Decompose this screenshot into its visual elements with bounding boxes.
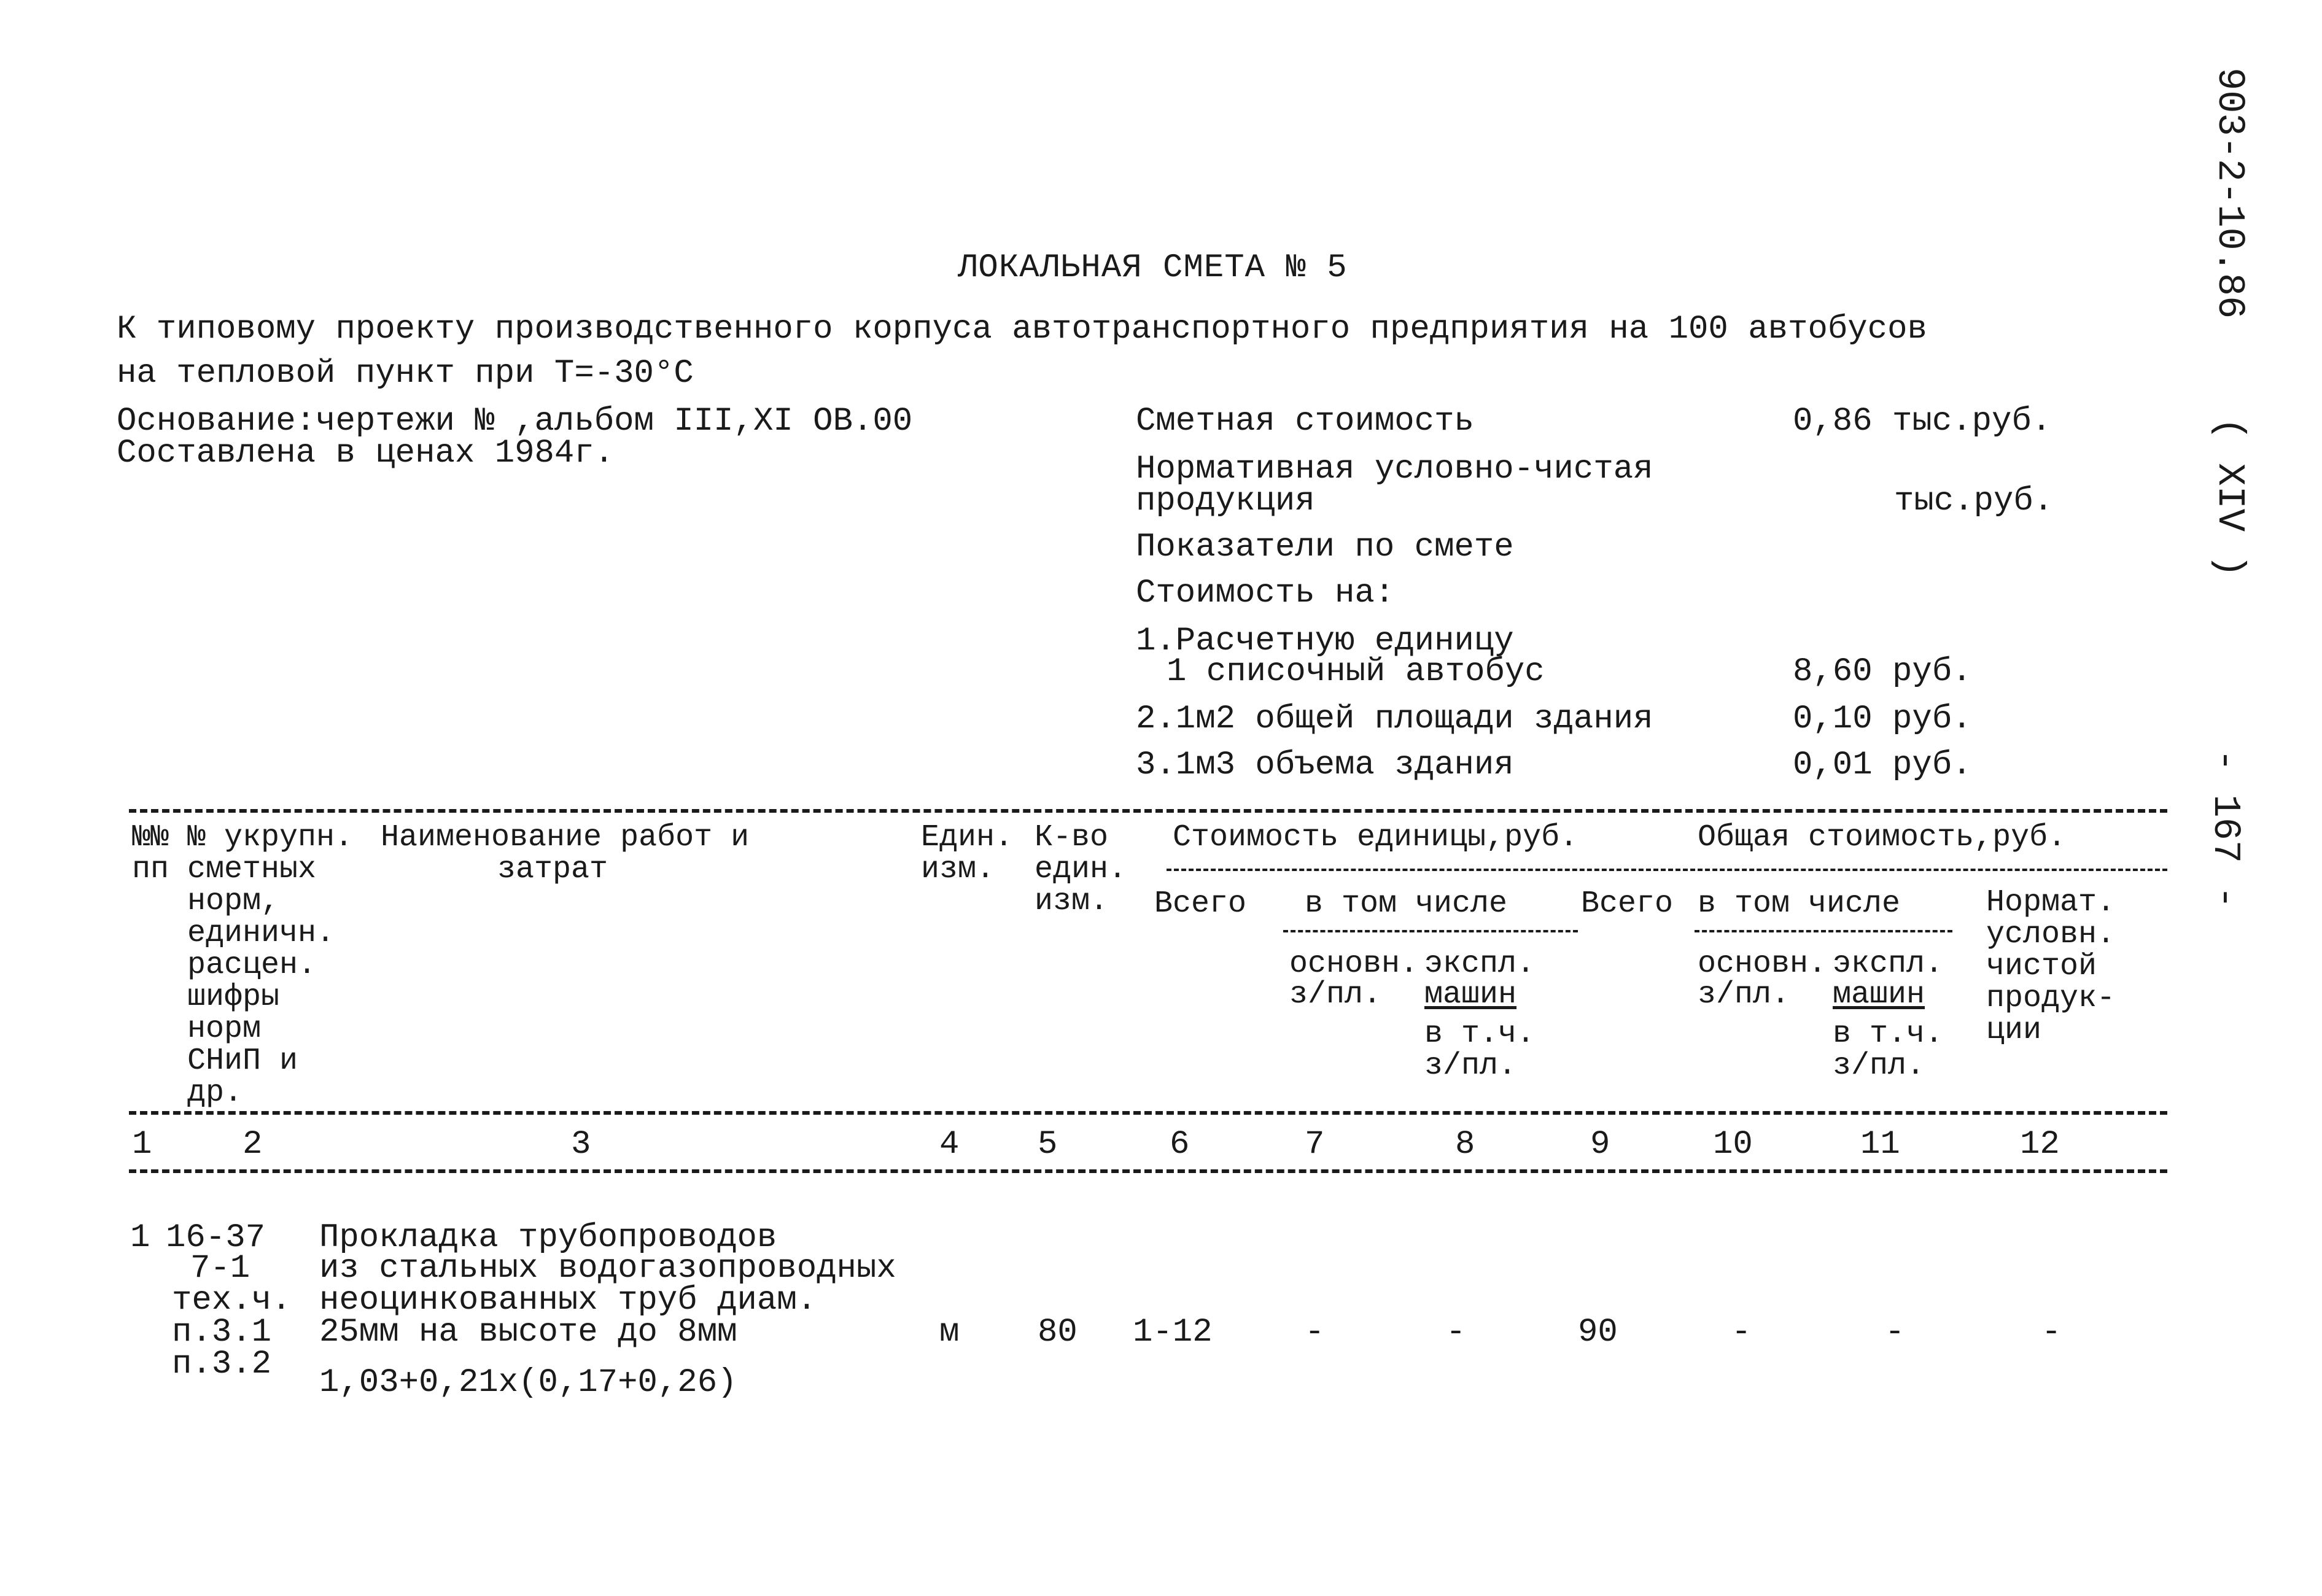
- column-number: 7: [1305, 1126, 1325, 1163]
- indicator-1-label-2: 1 списочный автобус: [1167, 653, 1545, 691]
- row-quantity: 80: [1038, 1314, 1078, 1351]
- row-code-line2: 7-1: [190, 1250, 250, 1287]
- header-col10-line1: основн.: [1698, 947, 1827, 982]
- header-col10-line2: з/пл.: [1698, 977, 1790, 1012]
- row-name-line4: 25мм на высоте до 8мм: [319, 1314, 737, 1351]
- header-col8-line3: в т.ч.: [1424, 1017, 1536, 1052]
- header-col11-line4: з/пл.: [1833, 1048, 1925, 1083]
- unit-incl-rule: [1283, 930, 1578, 932]
- header-col12-line3: чистой: [1986, 949, 2097, 984]
- column-number: 8: [1455, 1126, 1475, 1163]
- margin-project-code: 903-2-10.86: [2208, 68, 2251, 319]
- header-col8-line2: машин: [1424, 977, 1517, 1012]
- row-code-line3: тех.ч.: [172, 1282, 292, 1319]
- header-col2-line3: норм,: [187, 884, 280, 919]
- header-col2-line9: др.: [187, 1075, 243, 1110]
- row-total: 90: [1578, 1314, 1618, 1351]
- margin-volume: ( XIV ): [2208, 417, 2251, 578]
- header-col2-line6: шифры: [187, 980, 280, 1015]
- header-col12-line1: Нормат.: [1986, 885, 2116, 920]
- column-number: 9: [1590, 1126, 1610, 1163]
- row-norm-net: -: [2041, 1314, 2062, 1351]
- header-col6: Всего: [1154, 886, 1247, 921]
- row-formula: 1,03+0,21х(0,17+0,26): [319, 1364, 737, 1401]
- header-unit-cost: Стоимость единицы,руб.: [1173, 820, 1578, 855]
- header-col11-line1: экспл.: [1833, 947, 1944, 982]
- header-col1-line1: №№: [132, 820, 169, 855]
- row-unit-basic-wage: -: [1305, 1314, 1325, 1351]
- composed-line: Составлена в ценах 1984г.: [117, 435, 615, 472]
- header-col2-line1: № укрупн.: [187, 820, 354, 855]
- column-numbers-rule: [129, 1169, 2167, 1173]
- row-number: 1: [130, 1219, 150, 1257]
- header-col2-line8: СНиП и: [187, 1044, 298, 1079]
- column-number: 1: [132, 1126, 152, 1163]
- header-col3-line1: Наименование работ и: [381, 820, 750, 855]
- indicator-2-label: 2.1м2 общей площади здания: [1136, 700, 1653, 738]
- header-col4-line1: Един.: [921, 820, 1014, 855]
- header-col2-line7: норм: [187, 1012, 262, 1047]
- indicator-1-value: 8,60 руб.: [1793, 653, 1972, 691]
- header-col2-line4: единичн.: [187, 916, 335, 951]
- header-bottom-rule: [129, 1111, 2167, 1115]
- header-col7-line2: з/пл.: [1289, 977, 1382, 1012]
- header-col11-line2: машин: [1833, 977, 1925, 1012]
- row-unit: м: [939, 1314, 960, 1351]
- project-subtitle-line1: К типовому проекту производственного корпуса автотранспортного предприятия на 100 автобусов: [117, 311, 1927, 348]
- column-number: 4: [939, 1126, 960, 1163]
- row-code-line1: 16-37: [166, 1219, 266, 1257]
- column-number: 3: [571, 1126, 591, 1163]
- column-number: 12: [2020, 1126, 2060, 1163]
- header-col12-line5: ции: [1986, 1013, 2042, 1048]
- row-total-machine: -: [1885, 1314, 1905, 1351]
- indicator-1-label-1: 1.Расчетную единицу: [1136, 622, 1514, 660]
- indicator-3-label: 3.1м3 объема здания: [1136, 746, 1514, 784]
- cost-value: 0,86 тыс.руб.: [1793, 403, 2052, 440]
- header-col5-line2: един.: [1035, 852, 1127, 887]
- column-number: 2: [243, 1126, 263, 1163]
- row-code-line4: п.3.1: [172, 1314, 272, 1351]
- header-col7-line1: основн.: [1289, 947, 1419, 982]
- header-total-cost: Общая стоимость,руб.: [1698, 820, 2067, 855]
- column-number: 5: [1038, 1126, 1058, 1163]
- column-number: 10: [1713, 1126, 1753, 1163]
- header-col12-line4: продук-: [1986, 981, 2116, 1016]
- header-col8-line1: экспл.: [1424, 947, 1536, 982]
- cost-group-rule: [1167, 869, 2167, 871]
- margin-page-number: - 167 -: [2204, 749, 2247, 909]
- header-col12-line2: условн.: [1986, 917, 2116, 952]
- norm-label-1: Нормативная условно-чистая: [1136, 451, 1653, 488]
- document-title: ЛОКАЛЬНАЯ СМЕТА № 5: [958, 249, 1348, 287]
- header-col2-line2: сметных: [187, 852, 317, 887]
- cost-label: Сметная стоимость: [1136, 403, 1474, 440]
- indicator-3-value: 0,01 руб.: [1793, 746, 1972, 784]
- total-incl-rule: [1695, 930, 1952, 932]
- norm-value: тыс.руб.: [1894, 482, 2054, 520]
- row-unit-machine: -: [1446, 1314, 1466, 1351]
- column-number: 11: [1860, 1126, 1900, 1163]
- header-col5-line3: изм.: [1035, 884, 1109, 919]
- column-number: 6: [1170, 1126, 1190, 1163]
- header-total-incl: в том числе: [1698, 886, 1901, 921]
- norm-label-2: продукция: [1136, 482, 1315, 520]
- header-col1-line2: пп: [132, 852, 169, 887]
- row-total-basic-wage: -: [1731, 1314, 1752, 1351]
- row-name-line3: неоцинкованных труб диам.: [319, 1282, 817, 1319]
- header-unit-incl: в том числе: [1305, 886, 1508, 921]
- header-col8-line4: з/пл.: [1424, 1048, 1517, 1083]
- basis-line: Основание:чертежи № ,альбом III,XI ОВ.00: [117, 403, 913, 440]
- project-subtitle-line2: на тепловой пункт при Т=-30°С: [117, 355, 694, 392]
- header-col11-line3: в т.ч.: [1833, 1017, 1944, 1052]
- cost-on-label: Стоимость на:: [1136, 575, 1395, 612]
- row-name-line1: Прокладка трубопроводов: [319, 1219, 777, 1257]
- header-col9: Всего: [1581, 886, 1674, 921]
- header-col3-line2: затрат: [497, 852, 608, 887]
- indicator-2-value: 0,10 руб.: [1793, 700, 1972, 738]
- indicators-label: Показатели по смете: [1136, 529, 1514, 566]
- header-col5-line1: К-во: [1035, 820, 1109, 855]
- row-code-line5: п.3.2: [172, 1346, 272, 1383]
- header-col4-line2: изм.: [921, 852, 995, 887]
- table-top-rule: [129, 809, 2167, 813]
- row-unit-total: 1-12: [1133, 1314, 1213, 1351]
- header-col2-line5: расцен.: [187, 948, 317, 983]
- row-name-line2: из стальных водогазопроводных: [319, 1250, 896, 1287]
